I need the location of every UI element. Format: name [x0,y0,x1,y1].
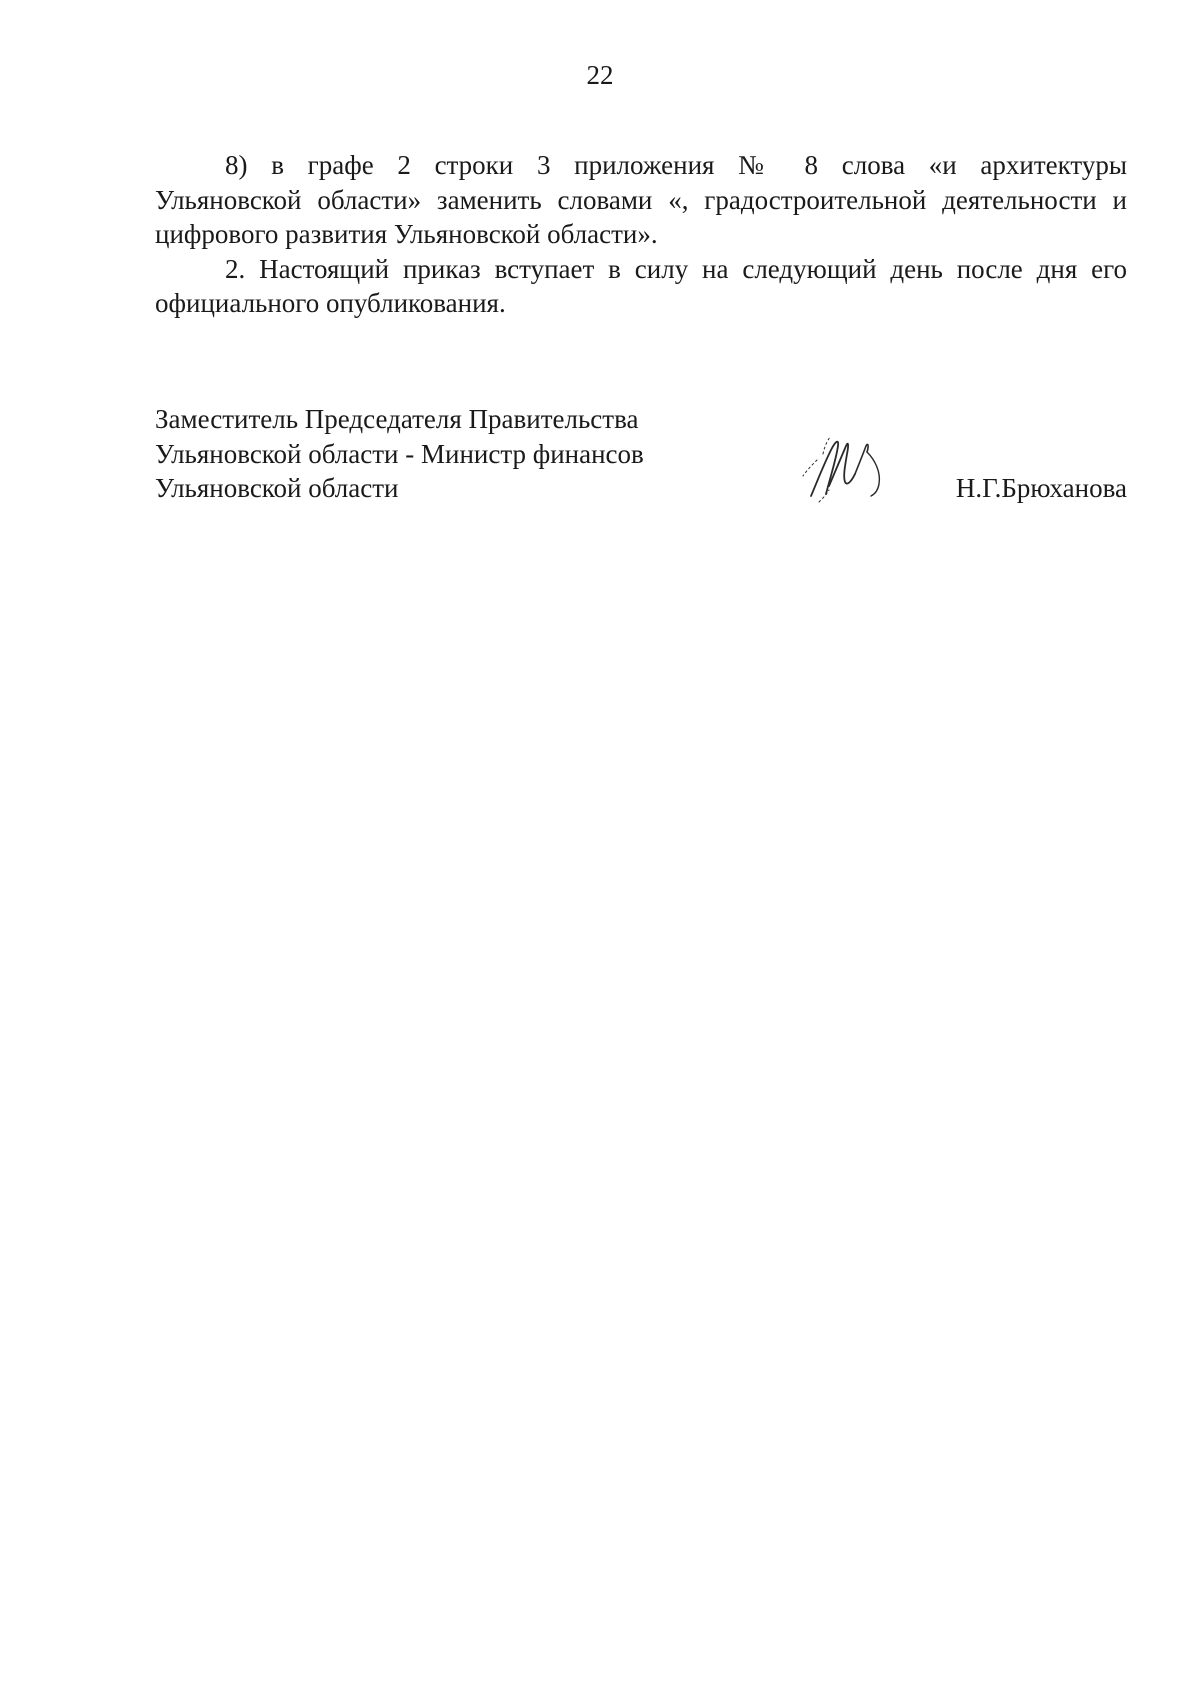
paragraph-item-2 [155,252,1127,321]
signature-block [155,402,1127,522]
paragraph-item-2-first-line: 2. Настоящий приказ вступает в силу на следующий день после дня его [225,253,1127,284]
handwritten-signature-icon [783,424,893,514]
signer-name: Н.Г.Брюханова [955,473,1127,503]
signer-position-line-3: Ульяновской области [155,473,399,503]
signer-position-line-2: Ульяновской области - Министр финансов [155,438,644,469]
signer-position [155,402,715,506]
paragraph-item-8-first-line: 8) в графе 2 строки 3 приложения № 8 слова «и архитектуры [225,150,1127,180]
paragraph-item-8-rest: Ульяновской области» заменить словами «, градостроительной деятельности и цифрового развития Ульяновской области». [155,184,1127,249]
paragraph-item-8 [155,148,1127,252]
paragraph-item-2-rest: официального опубликования. [155,288,506,318]
document-body [155,148,1127,321]
signer-position-line-1: Заместитель Председателя Правительства [155,404,639,434]
page-number: 22 [586,60,614,90]
